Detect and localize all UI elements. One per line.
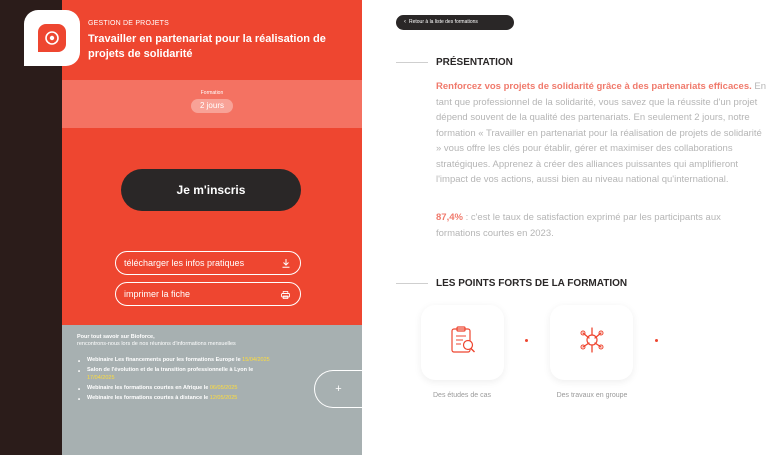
webinar-item[interactable]: • Webinaire Les financements pour les formations Europe le 15/04/2025 xyxy=(78,356,278,364)
expand-plus-button[interactable]: + xyxy=(314,370,362,408)
duration-badge: 2 jours xyxy=(191,99,233,113)
webinar-date: 12/05/2025 xyxy=(209,395,238,401)
logo[interactable] xyxy=(24,10,80,66)
strength-card-group-work xyxy=(550,305,633,380)
background-strip xyxy=(0,0,62,455)
info-intro-bold: Pour tout savoir sur Bioforce, xyxy=(77,334,155,340)
logo-icon xyxy=(38,24,66,52)
webinar-date: 17/04/2025 xyxy=(87,375,115,381)
webinar-list xyxy=(78,356,278,404)
presentation-text xyxy=(436,79,766,188)
download-icon xyxy=(282,252,290,274)
background-footer xyxy=(0,425,62,455)
webinar-item[interactable]: • Salon de l'évolution et de la transition professionnelle à Lyon le 17/04/2025 xyxy=(78,366,278,382)
webinar-item[interactable]: • Webinaire les formations courtes à distance le 12/05/2025 xyxy=(78,394,278,402)
duration-label: Formation xyxy=(200,90,224,96)
presentation-lead: Renforcez vos projets de solidarité grâce à des partenariats efficaces. xyxy=(436,81,752,92)
separator-dot xyxy=(525,339,528,342)
strengths-title: LES POINTS FORTS DE LA FORMATION xyxy=(436,278,628,289)
strength-label: Des études de cas xyxy=(433,392,491,399)
satisfaction-text xyxy=(436,210,766,241)
presentation-body: En tant que professionnel de la solidarité, vous savez que la réussite d'un projet dépend souvent de la qualité des partenariats. En seulement 2 jours, notre formation « Travailler en partenariat pour la réalisation de projets de solidarité » vous offre les clés pour établir, gérer et maximiser des collaborations stratégiques. Apprenez à créer des alliances puissantes qui amplifieront l'impact de vos actions, aussi bien au niveau national qu'international. xyxy=(436,81,766,185)
webinar-date: 15/04/2025 xyxy=(242,357,270,363)
clipboard-magnifier-icon xyxy=(449,325,477,360)
strength-card-case-studies xyxy=(421,305,504,380)
formation-category: GESTION DE PROJETS xyxy=(88,20,169,27)
satisfaction-percent: 87,4% xyxy=(436,212,463,223)
back-to-list-label: Retour à la liste des formations xyxy=(409,19,478,25)
print-label: imprimer la fiche xyxy=(124,289,191,299)
chevron-left-icon: ‹ xyxy=(404,19,406,25)
strength-label: Des travaux en groupe xyxy=(556,392,628,399)
print-button[interactable] xyxy=(115,282,301,306)
formation-title: Travailler en partenariat pour la réalisation de projets de solidarité xyxy=(88,33,326,60)
separator-dot xyxy=(655,339,658,342)
satisfaction-description: : c'est le taux de satisfaction exprimé par les participants aux formations courtes en 2023. xyxy=(436,212,721,239)
signup-button[interactable]: Je m'inscris xyxy=(121,169,301,211)
webinar-date: 06/05/2025 xyxy=(209,385,238,391)
printer-icon xyxy=(281,283,290,305)
webinar-item[interactable]: • Webinaire les formations courtes en Afrique le 06/05/2025 xyxy=(78,384,278,392)
info-intro-rest: rencontrons-nous lors de nos réunions d'informations mensuelles xyxy=(77,341,236,347)
back-to-list-button[interactable] xyxy=(396,15,514,30)
info-intro xyxy=(77,334,317,348)
download-info-label: télécharger les infos pratiques xyxy=(124,258,245,268)
section-divider xyxy=(396,283,428,284)
panel-corner xyxy=(340,0,362,22)
presentation-title: PRÉSENTATION xyxy=(436,57,513,68)
download-info-button[interactable] xyxy=(115,251,301,275)
section-divider xyxy=(396,62,428,63)
group-hands-icon xyxy=(577,325,607,360)
